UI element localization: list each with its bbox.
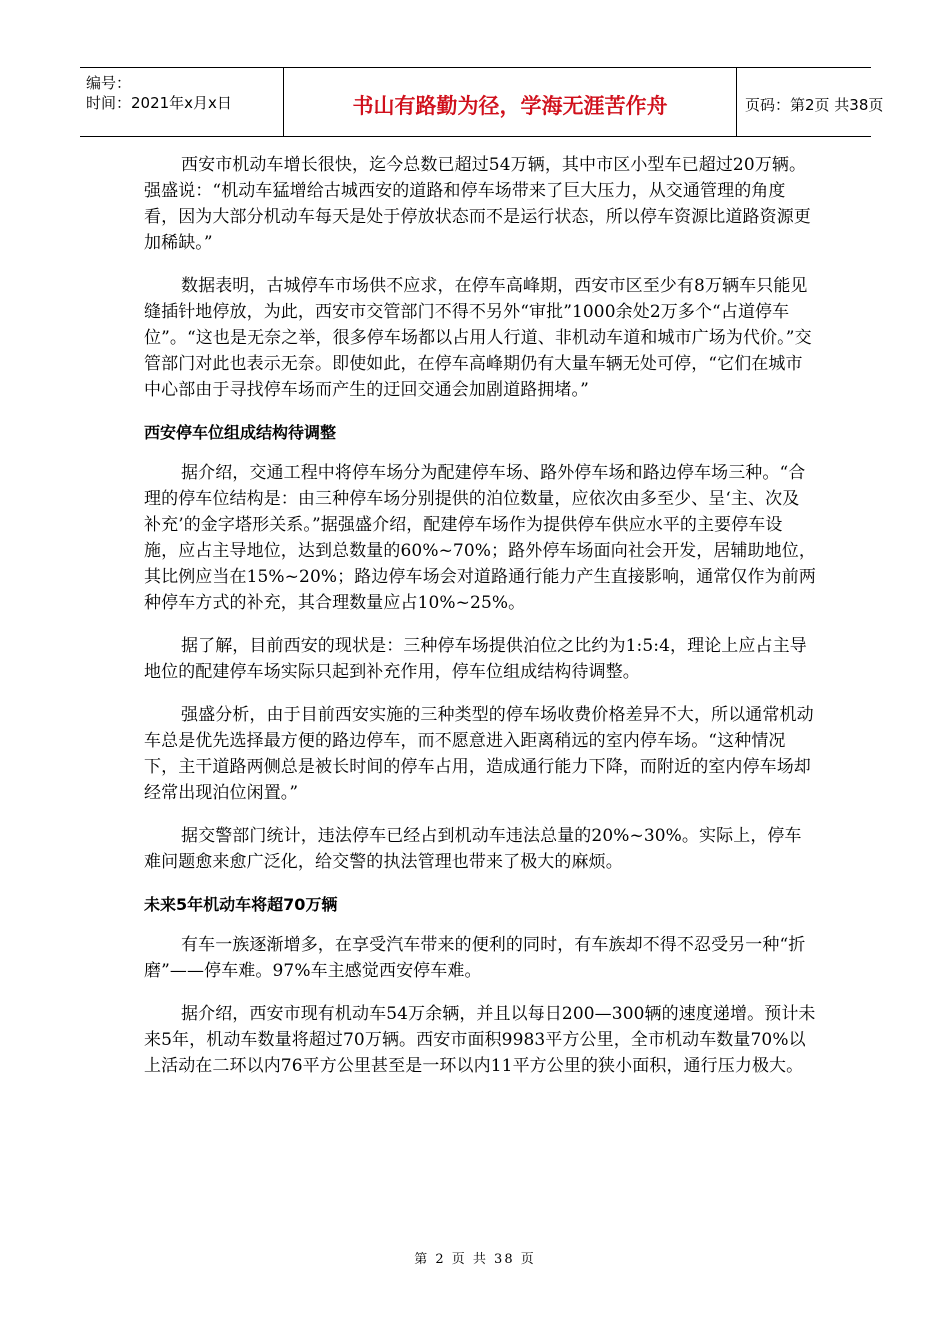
document-code-label: 编号： (86, 74, 132, 92)
body-paragraph: 西安市机动车增长很快，迄今总数已超过54万辆，其中市区小型车已超过20万辆。强盛说：“机动车猛增给古城西安的道路和停车场带来了巨大压力，从交通管理的角度看，因为大部分机动车每天是处于停放状态而不是运行状态，所以停车资源比道路资源更加稀缺。” (144, 155, 811, 253)
body-paragraph: 据介绍，交通工程中将停车场分为配建停车场、路外停车场和路边停车场三种。“合理的停车位结构是：由三种停车场分别提供的泊位数量，应依次由多至少、呈‘主、次及补充’的金字塔形关系。”据强盛介绍，配建停车场作为提供停车供应水平的主要停车设施，应占主导地位，达到总数量的60%~70%；路外停车场面向社会开发，居辅助地位，其比例应当在15%~20%；路边停车场会对道路通行能力产生直接影响，通常仅作为前两种停车方式的补充，其合理数量应占10%~25%。 (144, 463, 816, 613)
document-header (80, 67, 884, 137)
header-page-number: 页码：第2页 共38页 (745, 96, 884, 114)
header-middle-cell (283, 68, 737, 136)
header-motto: 书山有路勤为径，学海无涯苦作舟 (352, 94, 668, 118)
body-paragraph: 据交警部门统计，违法停车已经占到机动车违法总量的20%~30%。实际上，停车难问题愈来愈广泛化，给交警的执法管理也带来了极大的麻烦。 (144, 826, 802, 872)
document-body (144, 152, 816, 1096)
body-paragraph: 据了解，目前西安的现状是：三种停车场提供泊位之比约为1:5:4，理论上应占主导地位的配建停车场实际只起到补充作用，停车位组成结构待调整。 (144, 636, 807, 682)
body-paragraph: 数据表明，古城停车市场供不应求，在停车高峰期，西安市区至少有8万辆车只能见缝插针地停放，为此，西安市交管部门不得不另外“审批”1000余处2万多个“占道停车位”。“这也是无奈之举，很多停车场都以占用人行道、非机动车道和城市广场为代价。”交管部门对此也表示无奈。即使如此，在停车高峰期仍有大量车辆无处可停，“它们在城市中心部由于寻找停车场而产生的迂回交通会加剧道路拥堵。” (144, 276, 812, 400)
body-paragraph: 据介绍，西安市现有机动车54万余辆，并且以每日200—300辆的速度递增。预计未来5年，机动车数量将超过70万辆。西安市面积9983平方公里，全市机动车数量70%以上活动在二环以内76平方公里甚至是一环以内11平方公里的狭小面积，通行压力极大。 (144, 1004, 816, 1076)
section-heading: 西安停车位组成结构待调整 (144, 423, 337, 442)
document-date-label: 时间：2021年x月x日 (86, 94, 232, 112)
page-footer: 第 2 页 共 38 页 (414, 1252, 536, 1267)
body-paragraph: 强盛分析，由于目前西安实施的三种类型的停车场收费价格差异不大，所以通常机动车总是优先选择最方便的路边停车，而不愿意进入距离稍远的室内停车场。“这种情况下，主干道路两侧总是被长时间的停车占用，造成通行能力下降，而附近的室内停车场却经常出现泊位闲置。” (144, 705, 814, 803)
body-paragraph: 有车一族逐渐增多，在享受汽车带来的便利的同时，有车族却不得不忍受另一种“折磨”——停车难。97%车主感觉西安停车难。 (144, 935, 806, 981)
header-left-cell (80, 68, 283, 136)
section-heading: 未来5年机动车将超70万辆 (144, 895, 338, 914)
header-right-cell (736, 68, 884, 136)
